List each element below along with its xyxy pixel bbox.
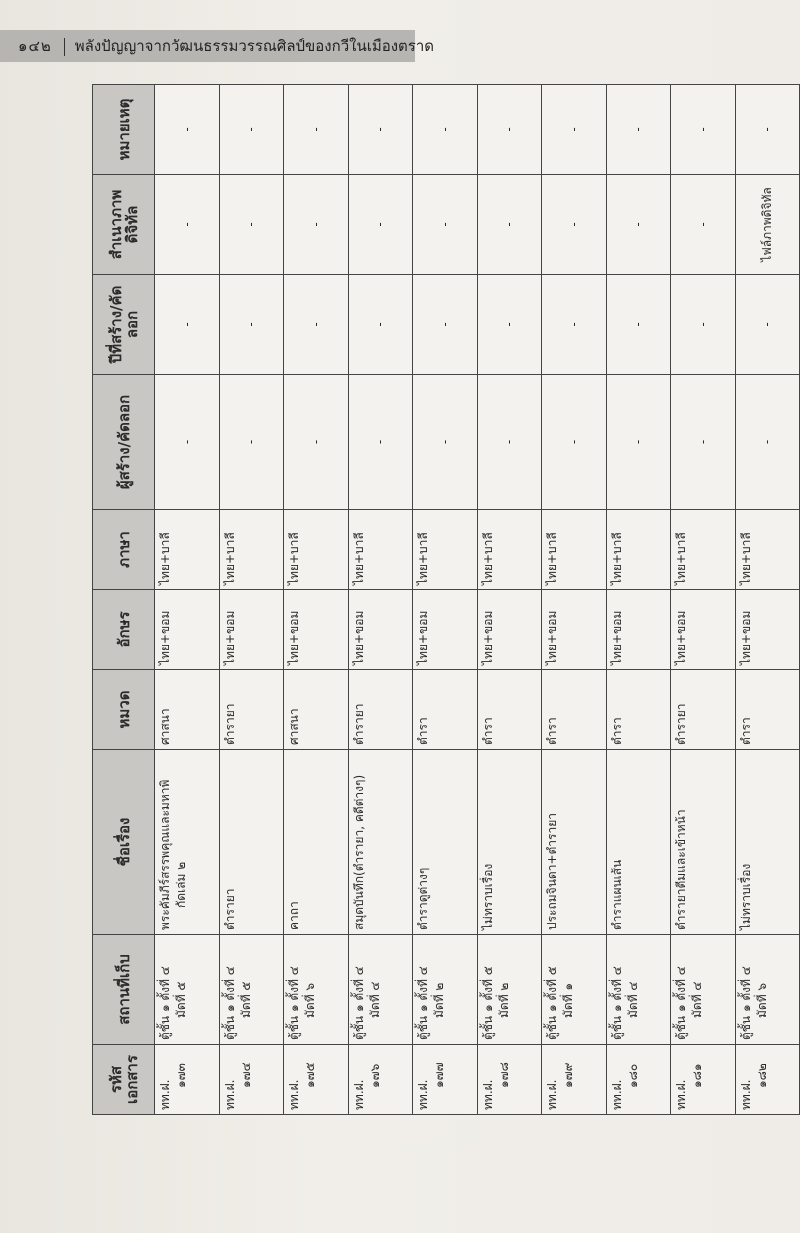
page-number: ๑๔๒ bbox=[18, 37, 52, 55]
table-row bbox=[413, 85, 478, 1115]
cell-code bbox=[219, 1045, 284, 1115]
code-prefix: ทท.ฝ. bbox=[545, 1079, 559, 1110]
location-bundle: มัดที่ ๖ bbox=[754, 982, 769, 1018]
cell-title bbox=[671, 750, 736, 935]
code-number: ๑๗๓ bbox=[174, 1063, 188, 1088]
location-shelf: ตู้ชั้น ๑ ตั้งที่ ๔ bbox=[158, 966, 172, 1040]
code-number: ๑๗๖ bbox=[367, 1063, 382, 1088]
language-text: ไทย+บาลี bbox=[738, 532, 753, 585]
cell-note bbox=[477, 85, 542, 175]
cell-category bbox=[284, 670, 349, 750]
location-shelf: ตู้ชั้น ๑ ตั้งที่ ๔ bbox=[287, 966, 301, 1040]
cell-title bbox=[542, 750, 607, 935]
cell-year bbox=[542, 275, 607, 375]
digital-text: ไฟล์ภาพดิจิทัล bbox=[760, 187, 775, 262]
digital-text: - bbox=[179, 222, 194, 227]
cell-author bbox=[477, 375, 542, 510]
table-row bbox=[477, 85, 542, 1115]
cell-code bbox=[735, 1045, 800, 1115]
col-header-category: หมวด bbox=[93, 670, 155, 750]
cell-note bbox=[606, 85, 671, 175]
cell-note bbox=[542, 85, 607, 175]
script-text: ไทย+ขอม bbox=[222, 610, 237, 665]
cell-digital bbox=[413, 175, 478, 275]
title-line-1: ตำรายาตีมและเข้าหน้า bbox=[674, 809, 688, 930]
cell-language bbox=[735, 510, 800, 590]
location-shelf: ตู้ชั้น ๑ ตั้งที่ ๔ bbox=[609, 966, 624, 1040]
script-text: ไทย+ขอม bbox=[158, 610, 172, 665]
digital-text: - bbox=[437, 222, 452, 227]
cell-category bbox=[477, 670, 542, 750]
year-text: - bbox=[373, 322, 388, 327]
year-text: - bbox=[244, 322, 259, 327]
cell-language bbox=[348, 510, 413, 590]
author-text: - bbox=[308, 439, 323, 445]
cell-category bbox=[155, 670, 220, 750]
cell-digital bbox=[348, 175, 413, 275]
col-header-digital: สำเนาภาพดิจิทัล bbox=[93, 175, 155, 275]
cell-title bbox=[219, 750, 284, 935]
year-text: - bbox=[760, 322, 775, 327]
location-bundle: มัดที่ ๔ bbox=[367, 981, 382, 1018]
code-number: ๑๗๔ bbox=[238, 1062, 253, 1088]
code-number: ๑๗๕ bbox=[303, 1062, 317, 1088]
location-bundle: มัดที่ ๔ bbox=[625, 981, 640, 1018]
cell-author bbox=[542, 375, 607, 510]
location-shelf: ตู้ชั้น ๑ ตั้งที่ ๔ bbox=[738, 966, 753, 1040]
table-row bbox=[542, 85, 607, 1115]
language-text: ไทย+บาลี bbox=[158, 532, 172, 585]
cell-category bbox=[413, 670, 478, 750]
note-text: - bbox=[308, 127, 323, 132]
cell-script bbox=[413, 590, 478, 670]
script-text: ไทย+ขอม bbox=[351, 610, 366, 665]
cell-year bbox=[284, 275, 349, 375]
cell-note bbox=[348, 85, 413, 175]
digital-text: - bbox=[631, 222, 646, 227]
note-text: - bbox=[437, 127, 452, 132]
cell-code bbox=[542, 1045, 607, 1115]
cell-script bbox=[542, 590, 607, 670]
year-text: - bbox=[566, 322, 581, 327]
category-text: ตำรา bbox=[738, 717, 753, 745]
category-text: ศาสนา bbox=[158, 708, 172, 745]
cell-year bbox=[413, 275, 478, 375]
cell-digital bbox=[284, 175, 349, 275]
col-header-script: อักษร bbox=[93, 590, 155, 670]
cell-location bbox=[284, 935, 349, 1045]
code-number: ๑๘๐ bbox=[625, 1063, 640, 1088]
cell-author bbox=[606, 375, 671, 510]
title-line-1: ตำรายา bbox=[222, 888, 237, 930]
cell-location bbox=[671, 935, 736, 1045]
code-prefix: ทท.ฝ. bbox=[480, 1079, 495, 1110]
language-text: ไทย+บาลี bbox=[609, 532, 624, 585]
cell-digital bbox=[606, 175, 671, 275]
cell-category bbox=[219, 670, 284, 750]
author-text: - bbox=[502, 439, 517, 445]
manuscript-catalog-table bbox=[92, 84, 800, 1115]
location-bundle: มัดที่ ๕ bbox=[174, 981, 188, 1018]
category-text: ศาสนา bbox=[287, 708, 301, 745]
cell-year bbox=[671, 275, 736, 375]
cell-title bbox=[413, 750, 478, 935]
location-shelf: ตู้ชั้น ๑ ตั้งที่ ๕ bbox=[480, 966, 495, 1040]
location-shelf: ตู้ชั้น ๑ ตั้งที่ ๔ bbox=[222, 966, 237, 1040]
location-bundle: มัดที่ ๕ bbox=[238, 981, 253, 1018]
title-line-2: กัดเล่ม ๒ bbox=[174, 861, 188, 908]
language-text: ไทย+บาลี bbox=[416, 532, 430, 585]
col-header-note: หมายเหตุ bbox=[93, 85, 155, 175]
cell-language bbox=[284, 510, 349, 590]
year-text: - bbox=[631, 322, 646, 327]
cell-author bbox=[348, 375, 413, 510]
cell-location bbox=[477, 935, 542, 1045]
cell-year bbox=[348, 275, 413, 375]
cell-script bbox=[477, 590, 542, 670]
cell-language bbox=[477, 510, 542, 590]
cell-language bbox=[606, 510, 671, 590]
category-text: ตำรา bbox=[609, 717, 624, 745]
digital-text: - bbox=[695, 222, 710, 227]
cell-title bbox=[477, 750, 542, 935]
location-bundle: มัดที่ ๑ bbox=[561, 982, 575, 1018]
cell-author bbox=[284, 375, 349, 510]
language-text: ไทย+บาลี bbox=[351, 532, 366, 585]
cell-script bbox=[284, 590, 349, 670]
cell-code bbox=[413, 1045, 478, 1115]
cell-code bbox=[348, 1045, 413, 1115]
cell-script bbox=[735, 590, 800, 670]
category-text: ตำรา bbox=[416, 717, 430, 745]
cell-author bbox=[219, 375, 284, 510]
cell-script bbox=[348, 590, 413, 670]
col-header-location: สถานที่เก็บ bbox=[93, 935, 155, 1045]
cell-category bbox=[671, 670, 736, 750]
category-text: ตำรา bbox=[545, 717, 559, 745]
note-text: - bbox=[244, 127, 259, 132]
cell-note bbox=[735, 85, 800, 175]
cell-title bbox=[606, 750, 671, 935]
cell-digital bbox=[671, 175, 736, 275]
cell-script bbox=[606, 590, 671, 670]
table-row bbox=[219, 85, 284, 1115]
location-shelf: ตู้ชั้น ๑ ตั้งที่ ๔ bbox=[416, 966, 430, 1040]
code-number: ๑๘๒ bbox=[754, 1063, 769, 1088]
category-text: ตำรายา bbox=[351, 703, 366, 745]
code-number: ๑๘๑ bbox=[690, 1063, 704, 1088]
cell-language bbox=[219, 510, 284, 590]
code-prefix: ทท.ฝ. bbox=[609, 1079, 624, 1110]
cell-script bbox=[155, 590, 220, 670]
book-title: พลังปัญญาจากวัฒนธรรมวรรณศิลป์ของกวีในเมืองตราด bbox=[74, 37, 435, 55]
note-text: - bbox=[566, 127, 581, 132]
header-separator bbox=[64, 38, 65, 56]
title-line-1: คาถา bbox=[287, 901, 301, 930]
location-bundle: มัดที่ ๔ bbox=[690, 981, 704, 1018]
code-prefix: ทท.ฝ. bbox=[351, 1079, 366, 1110]
code-prefix: ทท.ฝ. bbox=[158, 1079, 172, 1110]
running-header-text bbox=[18, 30, 434, 62]
year-text: - bbox=[437, 322, 452, 327]
col-header-author: ผู้สร้าง/คัดลอก bbox=[93, 375, 155, 510]
title-line-1: ไม่ทราบเรื่อง bbox=[480, 863, 495, 930]
cell-digital bbox=[477, 175, 542, 275]
col-header-title: ชื่อเรื่อง bbox=[93, 750, 155, 935]
location-shelf: ตู้ชั้น ๑ ตั้งที่ ๕ bbox=[545, 966, 559, 1040]
code-number: ๑๗๙ bbox=[561, 1062, 575, 1088]
note-text: - bbox=[760, 127, 775, 132]
table-row bbox=[606, 85, 671, 1115]
running-header bbox=[0, 30, 435, 62]
code-prefix: ทท.ฝ. bbox=[738, 1079, 753, 1110]
language-text: ไทย+บาลี bbox=[545, 532, 559, 585]
author-text: - bbox=[566, 439, 581, 445]
cell-year bbox=[735, 275, 800, 375]
category-text: ตำรายา bbox=[222, 703, 237, 745]
cell-category bbox=[606, 670, 671, 750]
script-text: ไทย+ขอม bbox=[674, 610, 688, 665]
cell-code bbox=[284, 1045, 349, 1115]
author-text: - bbox=[244, 439, 259, 445]
table-row bbox=[735, 85, 800, 1115]
digital-text: - bbox=[566, 222, 581, 227]
cell-location bbox=[155, 935, 220, 1045]
table-header-row bbox=[93, 85, 155, 1115]
author-text: - bbox=[760, 439, 775, 445]
col-header-year: ปีที่สร้าง/คัดลอก bbox=[93, 275, 155, 375]
table-row bbox=[155, 85, 220, 1115]
cell-digital bbox=[219, 175, 284, 275]
year-text: - bbox=[308, 322, 323, 327]
location-bundle: มัดที่ ๖ bbox=[303, 982, 317, 1018]
script-text: ไทย+ขอม bbox=[480, 610, 495, 665]
cell-author bbox=[735, 375, 800, 510]
cell-digital bbox=[155, 175, 220, 275]
col-header-language: ภาษา bbox=[93, 510, 155, 590]
cell-title bbox=[284, 750, 349, 935]
cell-category bbox=[348, 670, 413, 750]
category-text: ตำรายา bbox=[674, 703, 688, 745]
cell-script bbox=[671, 590, 736, 670]
author-text: - bbox=[695, 439, 710, 445]
year-text: - bbox=[502, 322, 517, 327]
cell-category bbox=[735, 670, 800, 750]
cell-code bbox=[671, 1045, 736, 1115]
author-text: - bbox=[631, 439, 646, 445]
catalog-table-rotated bbox=[92, 85, 800, 1115]
note-text: - bbox=[179, 127, 194, 132]
author-text: - bbox=[373, 439, 388, 445]
language-text: ไทย+บาลี bbox=[287, 532, 301, 585]
cell-location bbox=[413, 935, 478, 1045]
cell-language bbox=[413, 510, 478, 590]
language-text: ไทย+บาลี bbox=[222, 532, 237, 585]
location-shelf: ตู้ชั้น ๑ ตั้งที่ ๔ bbox=[674, 966, 688, 1040]
cell-year bbox=[219, 275, 284, 375]
script-text: ไทย+ขอม bbox=[545, 610, 559, 665]
code-prefix: ทท.ฝ. bbox=[222, 1079, 237, 1110]
cell-language bbox=[155, 510, 220, 590]
digital-text: - bbox=[373, 222, 388, 227]
author-text: - bbox=[437, 439, 452, 445]
cell-year bbox=[155, 275, 220, 375]
cell-language bbox=[542, 510, 607, 590]
cell-author bbox=[413, 375, 478, 510]
cell-location bbox=[348, 935, 413, 1045]
cell-note bbox=[413, 85, 478, 175]
language-text: ไทย+บาลี bbox=[674, 532, 688, 585]
cell-language bbox=[671, 510, 736, 590]
title-line-1: ตำราดูต่างๆ bbox=[416, 867, 430, 930]
language-text: ไทย+บาลี bbox=[480, 532, 495, 585]
code-number: ๑๗๘ bbox=[496, 1062, 511, 1088]
cell-author bbox=[155, 375, 220, 510]
cell-digital bbox=[542, 175, 607, 275]
title-line-1: พระคัมภีร์สรรพคุณและมหาพิ bbox=[158, 779, 172, 930]
col-header-code: รหัสเอกสาร bbox=[93, 1045, 155, 1115]
title-line-1: ประถมจินดา+ตำรายา bbox=[545, 813, 559, 930]
location-shelf: ตู้ชั้น ๑ ตั้งที่ ๔ bbox=[351, 966, 366, 1040]
note-text: - bbox=[373, 127, 388, 132]
cell-author bbox=[671, 375, 736, 510]
script-text: ไทย+ขอม bbox=[416, 610, 430, 665]
year-text: - bbox=[695, 322, 710, 327]
digital-text: - bbox=[308, 222, 323, 227]
cell-category bbox=[542, 670, 607, 750]
script-text: ไทย+ขอม bbox=[738, 610, 753, 665]
table-row bbox=[284, 85, 349, 1115]
cell-title bbox=[155, 750, 220, 935]
code-prefix: ทท.ฝ. bbox=[674, 1079, 688, 1110]
digital-text: - bbox=[502, 222, 517, 227]
cell-code bbox=[477, 1045, 542, 1115]
cell-location bbox=[606, 935, 671, 1045]
cell-location bbox=[735, 935, 800, 1045]
cell-location bbox=[219, 935, 284, 1045]
location-bundle: มัดที่ ๒ bbox=[432, 982, 446, 1018]
cell-note bbox=[155, 85, 220, 175]
cell-note bbox=[219, 85, 284, 175]
note-text: - bbox=[631, 127, 646, 132]
author-text: - bbox=[179, 439, 194, 445]
cell-location bbox=[542, 935, 607, 1045]
cell-code bbox=[606, 1045, 671, 1115]
cell-note bbox=[284, 85, 349, 175]
title-line-1: สมุดบันทึก(ตำรายา, คดีต่างๆ) bbox=[351, 774, 366, 930]
table-row bbox=[348, 85, 413, 1115]
year-text: - bbox=[179, 322, 194, 327]
title-line-1: ไม่ทราบเรื่อง bbox=[738, 863, 753, 930]
cell-digital bbox=[735, 175, 800, 275]
code-prefix: ทท.ฝ. bbox=[287, 1079, 301, 1110]
cell-title bbox=[348, 750, 413, 935]
cell-note bbox=[671, 85, 736, 175]
digital-text: - bbox=[244, 222, 259, 227]
script-text: ไทย+ขอม bbox=[609, 610, 624, 665]
code-number: ๑๗๗ bbox=[432, 1062, 446, 1088]
code-prefix: ทท.ฝ. bbox=[416, 1079, 430, 1110]
note-text: - bbox=[502, 127, 517, 132]
script-text: ไทย+ขอม bbox=[287, 610, 301, 665]
location-bundle: มัดที่ ๒ bbox=[496, 982, 511, 1018]
cell-year bbox=[477, 275, 542, 375]
table-row bbox=[671, 85, 736, 1115]
cell-year bbox=[606, 275, 671, 375]
category-text: ตำรา bbox=[480, 717, 495, 745]
cell-code bbox=[155, 1045, 220, 1115]
cell-title bbox=[735, 750, 800, 935]
note-text: - bbox=[695, 127, 710, 132]
cell-script bbox=[219, 590, 284, 670]
title-line-1: ตำราแผนเส้น bbox=[609, 859, 624, 930]
